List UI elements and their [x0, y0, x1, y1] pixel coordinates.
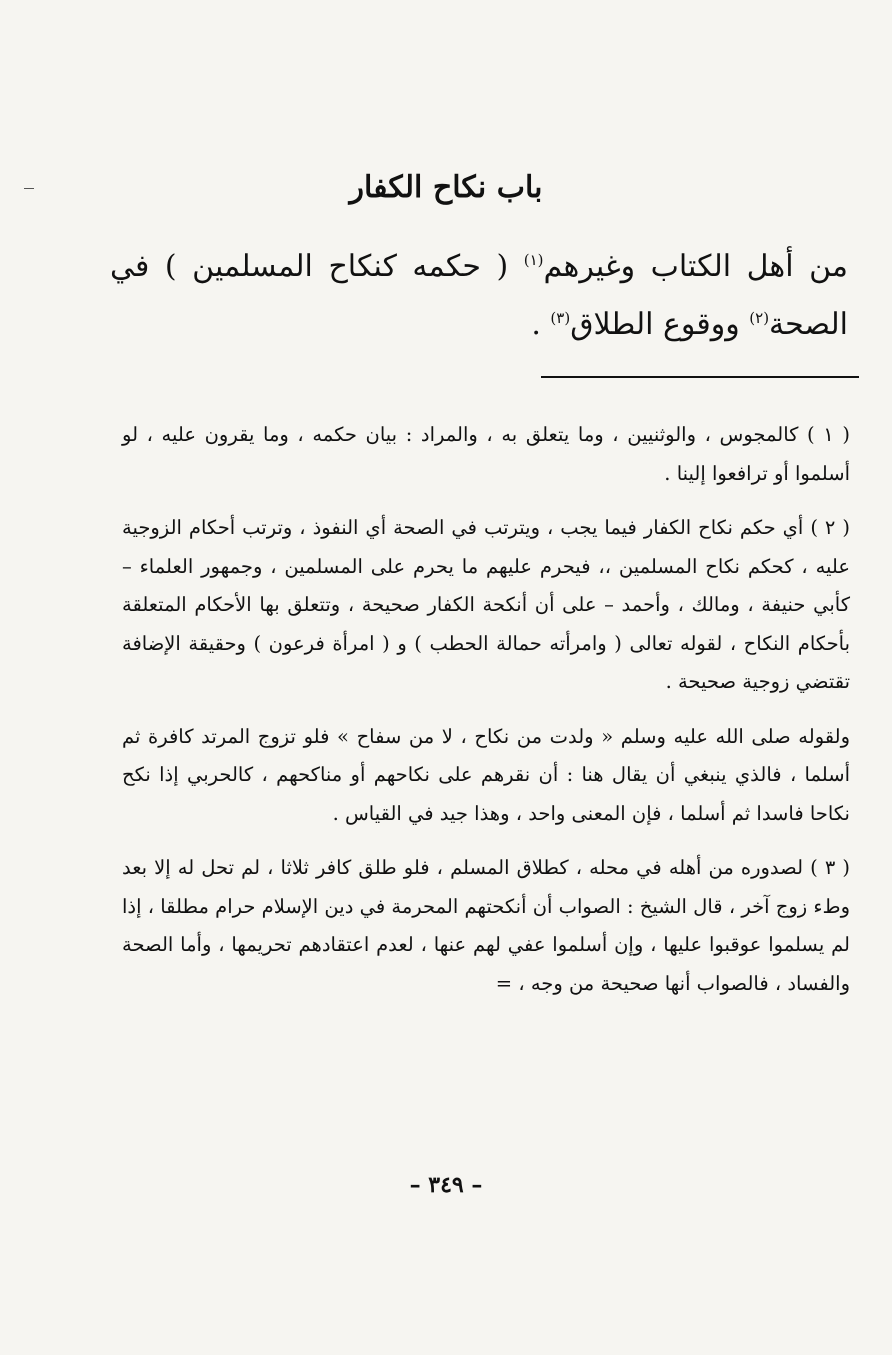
footnote-2: ( ٢ ) أي حكم نكاح الكفار فيما يجب ، ويترتب في الصحة أي النفوذ ، وترتب أحكام الزوجية عليه ، كحكم نكاح المسلمين ،، فيحرم عليهم ما يحرم على المسلمين ، وجمهور العلماء – كأبي حنيفة ، ومالك ، وأحمد – على أن أنكحة الكفار صحيحة ، وتتعلق بها الأحكام المتعلقة بأحكام النكاح ، لقوله تعالى ( وامرأته حمالة الحطب ) و ( امرأة فرعون ) وحقيقة الإضافة تقتضي زوجية صحيحة .	[122, 516, 850, 693]
footnote-2-continued: ولقوله صلى الله عليه وسلم « ولدت من نكاح ، لا من سفاح » فلو تزوج المرتد كافرة ثم أسلما ، فالذي ينبغي أن يقال هنا : أن نقرهم على نكاحهم أو مناكحهم ، كالحربي إذا نكح نكاحا فاسدا ثم أسلما ، فإن المعنى واحد ، وهذا جيد في القياس .	[122, 724, 850, 825]
main-text-part-4: .	[531, 307, 551, 342]
footnotes	[122, 416, 850, 1019]
page-number: – ٣٤٩ –	[409, 1172, 483, 1198]
main-text-part-3: ووقوع الطلاق	[570, 307, 750, 342]
footnote-1: ( ١ ) كالمجوس ، والوثنيين ، وما يتعلق به ، والمراد : بيان حكمه ، وما يقرون عليه ، لو أسلموا أو ترافعوا إلينا .	[122, 423, 850, 485]
main-text-part-2: ( حكمه كنكاح المسلمين ) في الصحة	[110, 249, 848, 342]
main-text	[110, 238, 848, 354]
footnote-3: ( ٣ ) لصدوره من أهله في محله ، كطلاق المسلم ، فلو طلق كافر ثلاثا ، لم تحل له إلا بعد وطء زوج آخر ، قال الشيخ : الصواب أن أنكحتهم المحرمة في دين الإسلام حرام مطلقا ، إذا لم يسلموا عوقبوا عليها ، وإن أسلموا عفي لهم عنها ، لعدم اعتقادهم تحريمها ، وأما الصحة والفساد ، فالصواب أنها صحيحة من وجه ، =	[122, 856, 850, 995]
chapter-title: باب نكاح الكفار	[349, 170, 543, 205]
margin-mark	[24, 188, 34, 189]
footnote-separator	[541, 376, 859, 378]
main-text-part-1: من أهل الكتاب وغيرهم	[543, 249, 849, 284]
footnote-ref-1: (١)	[523, 251, 544, 269]
footnote-ref-3: (٣)	[550, 309, 571, 327]
footnote-ref-2: (٢)	[749, 309, 770, 327]
